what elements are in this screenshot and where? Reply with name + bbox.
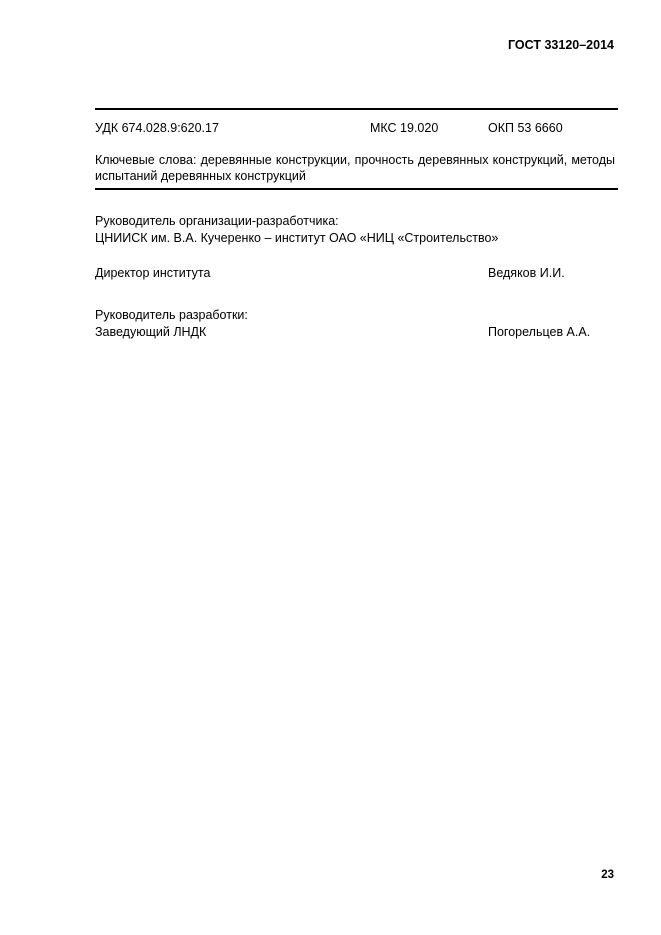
- organization-label: Руководитель организации-разработчика:: [95, 214, 339, 228]
- director-position: Директор института: [95, 266, 211, 280]
- developer-position: Заведующий ЛНДК: [95, 325, 207, 339]
- okp-code: ОКП 53 6660: [488, 121, 563, 135]
- top-rule: [95, 108, 618, 110]
- developer-name: Погорельцев А.А.: [488, 325, 591, 339]
- developer-label: Руководитель разработки:: [95, 308, 248, 322]
- document-code-header: ГОСТ 33120–2014: [508, 38, 614, 52]
- keywords-paragraph: Ключевые слова: деревянные конструкции, прочность деревянных конструкций, методы испытаний деревянных конструкций: [95, 153, 615, 183]
- director-name: Ведяков И.И.: [488, 266, 565, 280]
- bottom-rule: [95, 188, 618, 190]
- udk-code: УДК 674.028.9:620.17: [95, 121, 219, 135]
- organization-name: ЦНИИСК им. В.А. Кучеренко – институт ОАО «НИЦ «Строительство»: [95, 231, 499, 245]
- mks-code: МКС 19.020: [370, 121, 439, 135]
- page-number: 23: [601, 869, 614, 881]
